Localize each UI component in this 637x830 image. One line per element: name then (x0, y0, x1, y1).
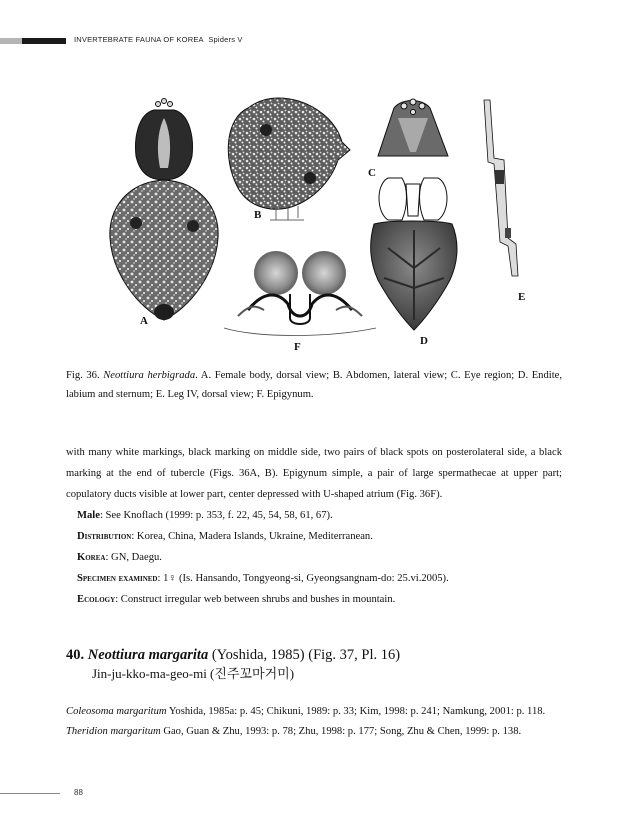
korea-text: : GN, Daegu. (105, 552, 162, 563)
panel-label-f: F (294, 341, 301, 353)
synonym-entry (66, 722, 562, 742)
page-number: 88 (74, 788, 83, 797)
male-text: : See Knoflach (1999: p. 353, f. 22, 45, 54, 58, 61, 67). (99, 510, 333, 521)
footer-rule (0, 793, 60, 794)
paragraph-korea (66, 547, 562, 568)
panel-label-d: D (420, 335, 428, 347)
paragraph-ecology (66, 589, 562, 610)
panel-d-sternum (371, 178, 457, 330)
running-subtitle: Spiders V (208, 35, 243, 44)
ecology-text: : Construct irregular web between shrubs and bushes in mountain. (115, 594, 396, 605)
synonym-name: Theridion margaritum (66, 726, 161, 737)
synonymy-list (66, 702, 562, 742)
panel-label-a: A (140, 315, 148, 327)
panel-b-abdomen-lateral (228, 98, 350, 220)
header-bar-grey (0, 38, 22, 44)
panel-label-b: B (254, 209, 262, 221)
specimen-label: Specimen examined (77, 573, 158, 584)
species-korean-name: Jin-ju-kko-ma-geo-mi (진주꼬마거미) (92, 666, 295, 681)
running-header (74, 35, 243, 44)
paragraph-description: with many white markings, black marking on middle side, two pairs of black spots on posterolateral side, a black marking at the end of tubercle (Figs. 36A, B). Epigynum simple, a pair of large spermathecae at upper part; copulatory ducts visible at lower part, center depressed with U-shaped atrium (Fig. 36F). (66, 447, 562, 500)
panel-label-e: E (518, 291, 526, 303)
korea-label: Korea (77, 552, 106, 563)
paragraph-distribution (66, 526, 562, 547)
paragraph-male (66, 505, 562, 526)
species-title (66, 645, 562, 665)
synonym-refs: Yoshida, 1985a: p. 45; Chikuni, 1989: p. 33; Kim, 1998: p. 241; Namkung, 2001: p. 118. (166, 706, 546, 717)
species-authority: (Yoshida, 1985) (Fig. 37, Pl. 16) (208, 647, 401, 663)
male-label: Male (77, 510, 100, 521)
species-number: 40. (66, 647, 85, 663)
distribution-label: Distribution (77, 531, 132, 542)
caption-fig-number: Fig. 36. (66, 370, 104, 381)
figure-caption (66, 366, 562, 404)
synonym-entry (66, 702, 562, 722)
distribution-text: : Korea, China, Madera Islands, Ukraine, Mediterranean. (131, 531, 373, 542)
header-bar-black (22, 38, 66, 44)
panel-a-female-body (110, 99, 218, 321)
caption-species: Neottiura herbigrada (103, 370, 196, 381)
panel-c-eye-region (378, 99, 448, 156)
synonym-refs: Gao, Guan & Zhu, 1993: p. 78; Zhu, 1998: p. 177; Song, Zhu & Chen, 1999: p. 138. (160, 726, 522, 737)
ecology-label: Ecology (77, 594, 116, 605)
figure-36-illustration (98, 88, 538, 358)
caption-text: . A. Female body, dorsal view; B. Abdomen, lateral view; C. Eye region; D. Endite, labium and sternum; E. Leg IV, dorsal view; F. Epigynum. (66, 370, 563, 400)
panel-label-c: C (368, 167, 376, 179)
running-title: INVERTEBRATE FAUNA OF KOREA (74, 35, 204, 44)
panel-f-epigynum (224, 251, 376, 336)
synonym-name: Coleosoma margaritum (66, 706, 167, 717)
species-name: Neottiura margarita (87, 647, 209, 663)
paragraph-specimen (66, 568, 562, 589)
body-text (66, 442, 562, 610)
specimen-text: : 1♀ (Is. Hansando, Tongyeong-si, Gyeongsangnam-do: 25.vi.2005). (157, 573, 449, 584)
species-heading (66, 645, 562, 683)
panel-e-leg-iv (484, 100, 518, 276)
